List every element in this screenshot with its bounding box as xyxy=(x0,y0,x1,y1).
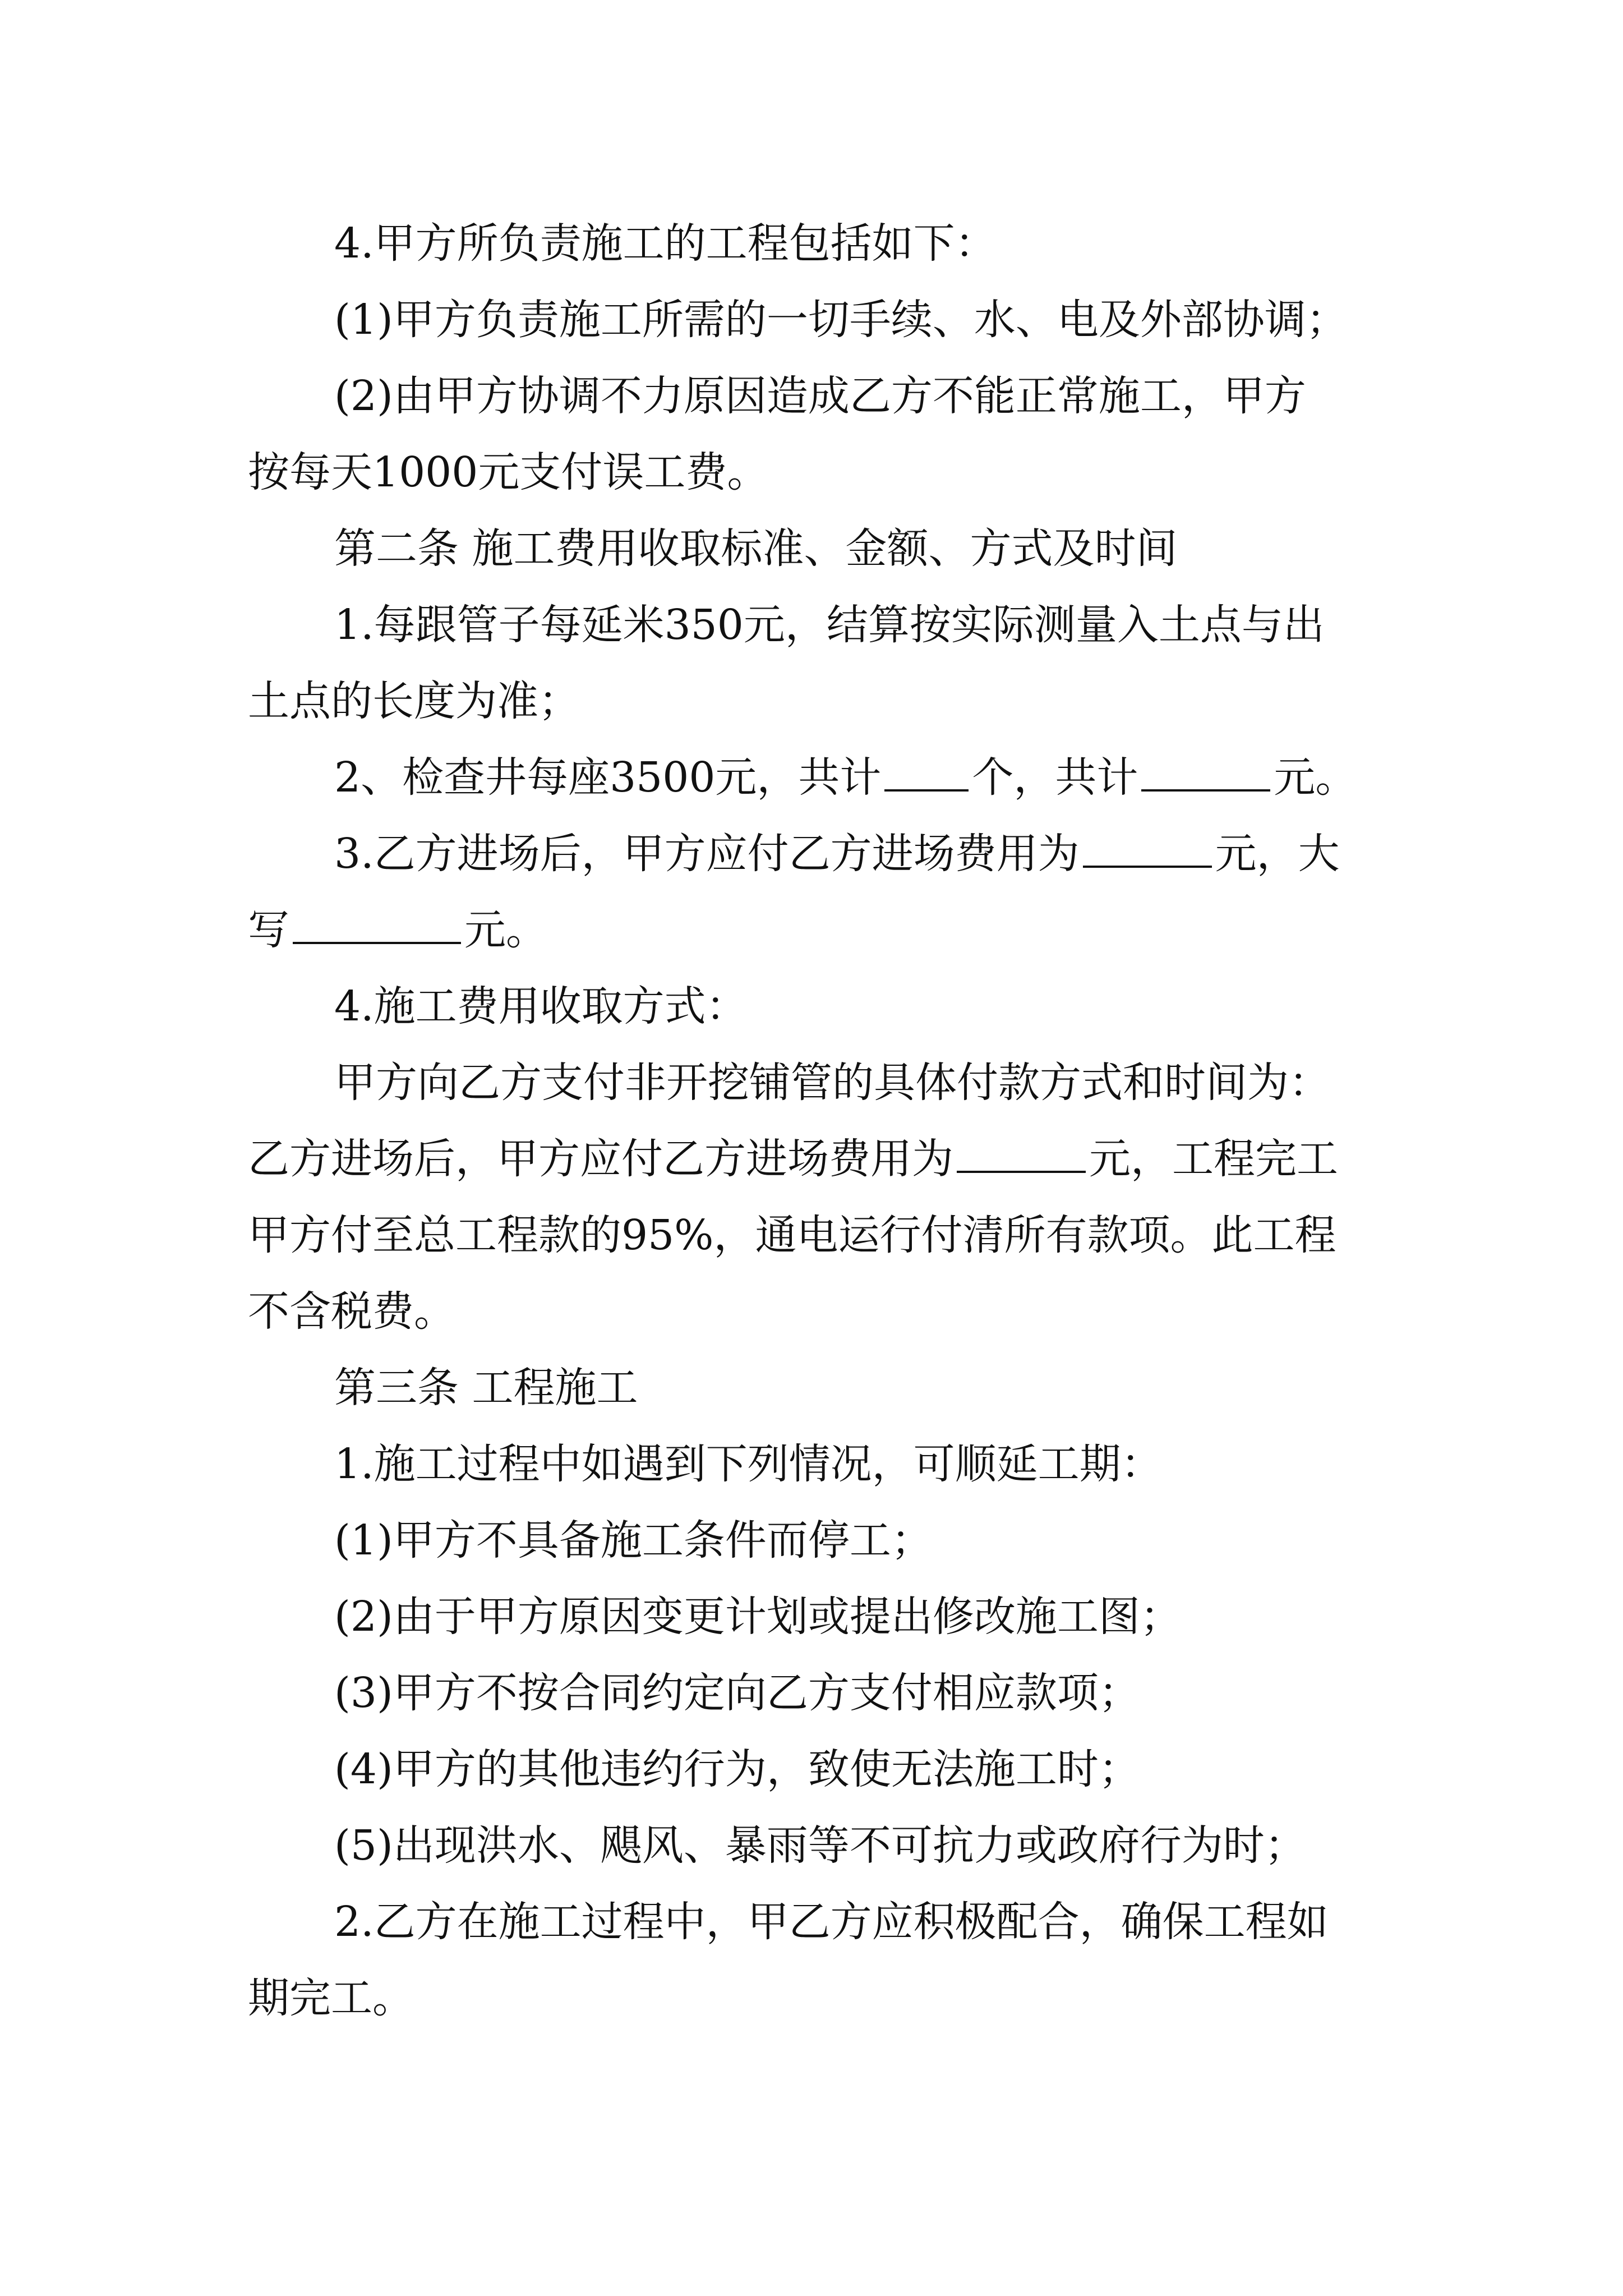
clause-line-with-blanks xyxy=(334,826,1340,882)
clause-line: (4)甲方的其他违约行为，致使无法施工时； xyxy=(334,1745,1140,1793)
clause-line: (1)甲方不具备施工条件而停工； xyxy=(334,1516,933,1565)
fill-in-blank xyxy=(884,753,969,792)
clause-line: 4.施工费用收取方式： xyxy=(334,982,748,1030)
clause-line: 2.乙方在施工过程中，甲乙方应积极配合，确保工程如 xyxy=(334,1898,1329,1946)
section-heading: 第三条 工程施工 xyxy=(334,1364,638,1412)
clause-line: (1)甲方负责施工所需的一切手续、水、电及外部协调； xyxy=(334,296,1348,344)
line-text: 元。 xyxy=(1274,753,1357,802)
clause-line: 4.甲方所负责施工的工程包括如下： xyxy=(334,219,997,268)
clause-line: 甲方向乙方支付非开挖铺管的具体付款方式和时间为： xyxy=(334,1059,1330,1107)
section-heading: 第二条 施工费用收取标准、金额、方式及时间 xyxy=(334,524,1178,573)
fill-in-blank xyxy=(1083,830,1212,868)
clause-line-with-blanks xyxy=(334,749,1357,806)
clause-line: 甲方付至总工程款的95%，通电运行付清所有款项。此工程 xyxy=(248,1211,1336,1259)
line-text: 写 xyxy=(248,906,289,954)
clause-line-with-blanks xyxy=(248,902,547,958)
clause-line: 不含税费。 xyxy=(248,1287,455,1336)
clause-line-with-blanks xyxy=(248,1131,1338,1187)
fill-in-blank xyxy=(957,1135,1086,1173)
clause-line: (3)甲方不按合同约定向乙方支付相应款项； xyxy=(334,1669,1140,1717)
line-text: 元。 xyxy=(464,906,547,954)
clause-line: (2)由甲方协调不力原因造成乙方不能正常施工，甲方 xyxy=(334,372,1306,420)
clause-line: (2)由于甲方原因变更计划或提出修改施工图； xyxy=(334,1593,1182,1641)
line-text: 乙方进场后，甲方应付乙方进场费用为 xyxy=(248,1135,953,1183)
clause-line: 土点的长度为准； xyxy=(248,677,580,725)
clause-line: (5)出现洪水、飓风、暴雨等不可抗力或政府行为时； xyxy=(334,1821,1306,1870)
line-text: 个，共计 xyxy=(972,753,1138,802)
clause-line: 1.施工过程中如遇到下列情况，可顺延工期： xyxy=(334,1440,1163,1488)
clause-line: 1.每跟管子每延米350元，结算按实际测量入土点与出 xyxy=(334,601,1325,649)
fill-in-blank xyxy=(293,906,461,944)
line-text: 2、检查井每座3500元，共计 xyxy=(334,753,882,802)
clause-line: 期完工。 xyxy=(248,1974,414,2022)
clause-line: 按每天1000元支付误工费。 xyxy=(248,448,769,496)
line-text: 3.乙方进场后，甲方应付乙方进场费用为 xyxy=(334,830,1080,878)
line-text: 元，大 xyxy=(1215,830,1340,878)
fill-in-blank xyxy=(1141,753,1270,792)
line-text: 元，工程完工 xyxy=(1089,1135,1338,1183)
